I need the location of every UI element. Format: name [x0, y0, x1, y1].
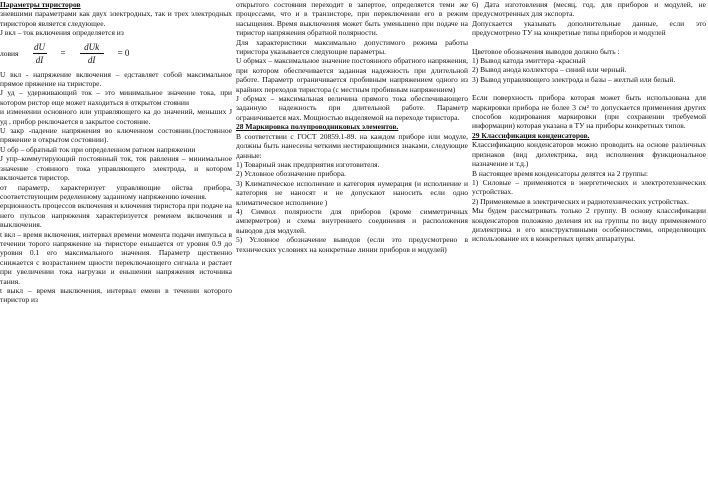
- paragraph: U вкл - напряжение включения – едставляет собой максимальное прямое пряжение на тиристоре.: [0, 69, 232, 89]
- list-item: 5) Условное обозначение выводов (если это предусмотрено в технических условиях на конкретные линии приборов и модулей): [236, 235, 468, 254]
- section-title-thyristor-parameters: Параметры тиристоров: [0, 0, 81, 9]
- list-item: 2) Вывод анода коллектора – синий или черный.: [472, 65, 627, 75]
- numerator: dUk: [84, 42, 100, 53]
- numerator: dU: [34, 42, 45, 53]
- list-item: 1) Вывод катода эмиттера -красный: [472, 56, 586, 66]
- section-heading-marking: 28 Маркировка полупроводниковых элементов.: [236, 122, 399, 132]
- list-item: 4) Символ полярности для приборов (кроме симметричных амперметров) и схема внутреннего соединения и расположения выводов для модулей.: [236, 206, 468, 235]
- equals-sign: =: [60, 47, 66, 58]
- paragraph: и изменении основного или управляющего ка до значений, меньших J уд , прибор реключается в закрытое состояние.: [0, 107, 232, 126]
- paragraph: J упр–коммутирующий постоянный ток, ток равления – минимальное значение стоянного тока управляющего электрода, и котором включается тиристор.: [0, 154, 232, 183]
- list-item: 6) Дата изготовления (месяц, год, для приборов и модулей, не предусмотренных для экспорта.: [472, 0, 706, 19]
- paragraph: Для характеристики максимально допустимого режима работы тиристора указывается следующие параметры.: [236, 37, 468, 57]
- paragraph: U обр – обратный ток при определенном ратном напряжении: [0, 144, 196, 154]
- paragraph: U закр -падение напряжения во ключенном состоянии.(постоянное пряжение в открытом состоянии).: [0, 126, 232, 145]
- formula-label: ловия: [0, 48, 19, 58]
- formula-switch-current: [0, 38, 232, 70]
- paragraph: t вкл – время включения, интервал времени момента подачи импульса в течении торого напряжение на тиристоре еньшается от уровня 0.9 до уровня 0.1 его максимального значения. Параметр щественно снижается с возрастанием щности переключающего сигнала и растает при увеличении тока нагрузки и еньшении напряжения источника тания.: [0, 229, 232, 286]
- paragraph: J вкл – ток включения определяется из: [0, 28, 124, 38]
- paragraph: Классификацию конденсаторов можно проводить на основе различных признаков (вид диэлектрика, вид исполнения функциональное назначение и т.д.): [472, 140, 706, 169]
- list-item: 1) Силовые – применяются в энергетических и электротехнических устройствах.: [472, 177, 706, 197]
- paragraph: J уд – удерживающий ток – это минимальное значение тока, при котором ристор еще может находиться в открытом стоянии: [0, 88, 232, 107]
- column-middle: [236, 0, 468, 493]
- paragraph: Цветовое обозначения выводов должно быть :: [472, 46, 620, 56]
- paragraph: Мы будем рассматривать только 2 группу. В основу классификации конденсаторов положено деления их на группы по виду применяемого диэлектрика и его конструктивными особенностями, определяющих использование их в конкретных цепях аппаратуры.: [472, 206, 706, 244]
- paragraph: t выкл – время выключения, интервал емени в течении которого тиристор из: [0, 285, 232, 305]
- paragraph: В соответствии с ГОСТ 20859.1-89. на каждом приборе или модуле, должны быть нанесены четкими нестирающимися знаками, следующие данные:: [236, 131, 468, 160]
- paragraph: зневшими параметрами как двух электродных, так и трех электродных тиристоров является следующее.: [0, 9, 232, 28]
- paragraph: Допускается указывать дополнительные данные, если это предусмотрено ТУ на конкретные типы приборов и модулей: [472, 18, 706, 38]
- list-item: 3) Вывод управляющего электрода и базы – желтый или белый.: [472, 74, 676, 84]
- equals-zero: = 0: [117, 47, 130, 58]
- denominator: dI: [87, 55, 96, 66]
- paragraph: В настоящее время конденсаторы делятся на 2 группы:: [472, 168, 648, 178]
- list-item: 1) Товарный знак предприятия изготовителя.: [236, 159, 380, 169]
- paragraph: от параметр, характеризует управляющие ойства прибора, соответствующим ределенному заданному напряжению ючения.: [0, 182, 232, 201]
- fraction-duk-di: [80, 42, 104, 65]
- paragraph: ерционность процессов включения и ключения тиристора при подаче на него пульсов напряжения характеризуется ременем включения и выключения.: [0, 201, 232, 230]
- list-item: 3) Климатическое исполнение и категория нумерация (и исполнение и категория не наносят и не допускают наносить если одно климатическое исполнение ): [236, 178, 468, 207]
- paragraph: U обрмах – максимальное значение постоянного обратного напряжения, при котором обеспечивается заданная надежность при длительной работе. Параметр ограничивается пробивным напряжением одного из крайних переходов тиристора (с местным пробивным напряжением): [236, 56, 468, 94]
- denominator: dI: [35, 55, 44, 66]
- paragraph: открытого состояния переходит в запертое, определяется теми же процессами, что и в транзисторе, при переключении его в режим насыщения. Время выключения может быть уменьшено при подаче на тиристор напряжения обратной полярности.: [236, 0, 468, 38]
- list-item: 2) Условное обозначение прибора.: [236, 169, 346, 179]
- fraction-du-di: [33, 42, 47, 65]
- paragraph: Если поверхность прибора которая может быть использована для маркировки прибора не более 3 см² то допускается применения других способов кодирования маркировки (при сохранении требуемой информации) которая указана в ТУ на приборы конкретных типов.: [472, 93, 706, 131]
- column-left: [0, 0, 232, 493]
- section-heading-capacitors: 29 Классификация конденсаторов.: [472, 130, 590, 140]
- column-right: [472, 0, 706, 493]
- paragraph: J обрмах – максимальная величина прямого тока обеспечивающего заданную надежность при длительной работе. Параметр ограничивается мах. Мощностью выделяемой на переходе тиристора.: [236, 94, 468, 122]
- list-item: 2) Применяемые в электрических и радиотехнических устройствах.: [472, 196, 689, 206]
